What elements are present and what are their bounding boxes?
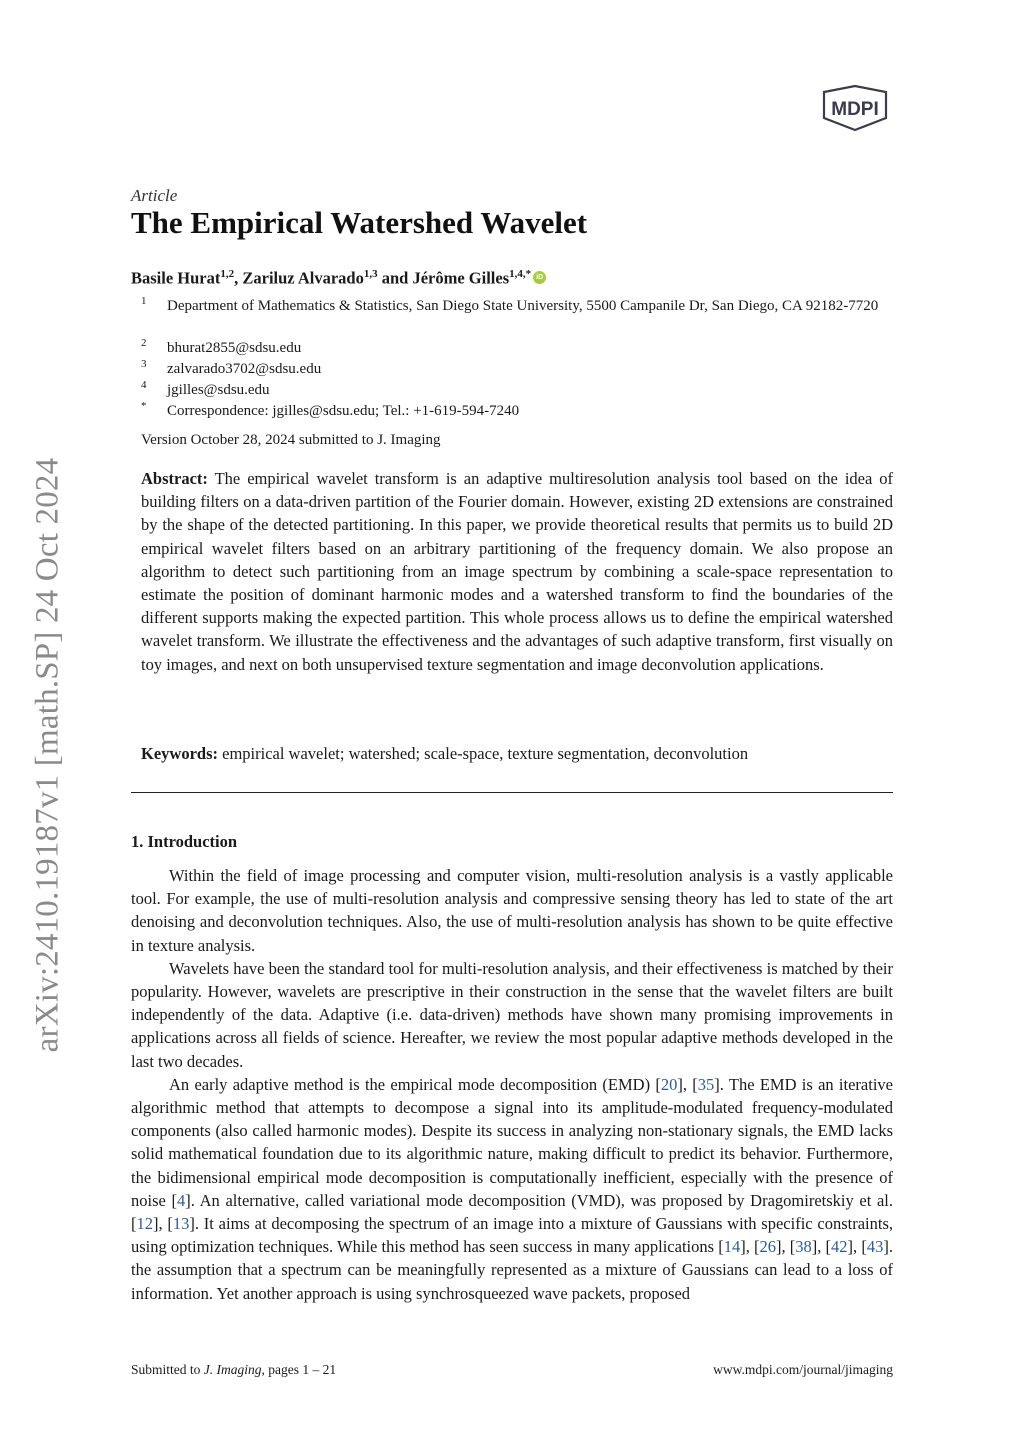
- paper-title: The Empirical Watershed Wavelet: [131, 205, 588, 240]
- paragraph-text: ], [: [153, 1214, 173, 1234]
- body-paragraph: [131, 957, 893, 1073]
- affiliation-text: Department of Mathematics & Statistics, San Diego State University, 5500 Campanile Dr, San Diego, CA 92182-7720: [167, 298, 879, 314]
- citation-link[interactable]: 42: [831, 1237, 848, 1257]
- paragraph-text: ]. the assumption that a spectrum can be meaningfully represented as a mixture of Gaussians can lead to a loss of information. Yet another approach is using synchrosqueezed wave packets, proposed: [131, 1237, 893, 1303]
- paragraph-text: ], [: [740, 1237, 760, 1257]
- affiliation-item: [141, 401, 901, 422]
- author-separator: and: [377, 268, 413, 288]
- footer-pages: , pages 1 – 21: [261, 1362, 337, 1377]
- citation-link[interactable]: 20: [660, 1074, 678, 1094]
- affiliation-mark: 4: [141, 379, 147, 391]
- keywords-label: Keywords:: [141, 744, 218, 763]
- affiliation-text: zalvarado3702@sdsu.edu: [167, 361, 322, 377]
- arxiv-stamp-text: arXiv:2410.19187v1 [math.SP] 24 Oct 2024: [29, 457, 66, 1053]
- paragraph-text: ], [: [775, 1237, 796, 1257]
- orcid-icon[interactable]: iD: [533, 271, 546, 284]
- affiliation-mark: 2: [141, 337, 147, 349]
- affiliation-mark: 3: [141, 358, 147, 370]
- author-name: Jérôme Gilles: [412, 268, 510, 288]
- affiliation-text: jgilles@sdsu.edu: [167, 382, 270, 398]
- affiliation-text: bhurat2855@sdsu.edu: [167, 340, 302, 356]
- keywords: [141, 744, 893, 764]
- paragraph-text: ]. The EMD is an iterative algorithmic method that attempts to decompose a signal into its amplitude-modulated frequency-modulated components (also called harmonic modes). Despite its success in analyzing non-stationary signals, the EMD lacks solid mathematical foundation due to its algorithmic nature, making difficult to predict its behavior. Furthermore, the bidimensional empirical mode decomposition is computationally inefficient, especially with the presence of noise [: [131, 1074, 893, 1210]
- affiliation-item: [141, 359, 901, 380]
- mdpi-logo: [816, 84, 894, 134]
- paragraph-text: Wavelets have been the standard tool for multi-resolution analysis, and their effectiveness is matched by their popularity. However, wavelets are prescriptive in their construction in the sense that the wavelet filters are built independently of the data. Adaptive (i.e. data-driven) methods have shown many promising improvements in applications across all fields of science. Hereafter, we review the most popular adaptive methods developed in the last two decades.: [131, 958, 893, 1071]
- keywords-text: empirical wavelet; watershed; scale-space, texture segmentation, deconvolution: [222, 744, 749, 763]
- author-affiliation-mark: 1,4,*: [509, 268, 532, 280]
- footer-journal: J. Imaging: [203, 1362, 262, 1377]
- author-separator: ,: [234, 268, 243, 288]
- citation-link[interactable]: 14: [723, 1237, 741, 1257]
- abstract-text: The empirical wavelet transform is an adaptive multiresolution analysis tool based on the idea of building filters on a data-driven partition of the Fourier domain. However, existing 2D extensions are constrained by the shape of the detected partitioning. In this paper, we provide theoretical results that permits us to build 2D empirical wavelet filters based on an arbitrary partitioning of the frequency domain. We also propose an algorithm to detect such partitioning from an image spectrum by combining a scale-space representation to estimate the position of dominant harmonic modes and a watershed transform to find the boundaries of the different supports making the expected partition. This whole process allows us to define the empirical watershed wavelet transform. We illustrate the effectiveness and the advantages of such adaptive transform, first visually on toy images, and next on both unsupervised texture segmentation and image deconvolution applications.: [141, 469, 894, 674]
- citation-link[interactable]: 35: [697, 1074, 715, 1094]
- version-line: Version October 28, 2024 submitted to J. Imaging: [141, 432, 441, 448]
- affiliation-mark: *: [141, 400, 147, 412]
- citation-link[interactable]: 43: [866, 1237, 884, 1257]
- paragraph-text: ], [: [811, 1237, 832, 1257]
- paragraph-text: An early adaptive method is the empirical mode decomposition (EMD) [: [169, 1074, 661, 1094]
- arxiv-stamp: [28, 440, 68, 1070]
- citation-link[interactable]: 38: [795, 1237, 812, 1257]
- footer-journal-url[interactable]: www.mdpi.com/journal/jimaging: [713, 1362, 893, 1377]
- section-heading-introduction: 1. Introduction: [131, 832, 238, 851]
- section-divider: [131, 792, 893, 793]
- citation-link[interactable]: 26: [759, 1237, 776, 1257]
- affiliation-text: Correspondence: jgilles@sdsu.edu; Tel.: +1-619-594-7240: [167, 403, 520, 419]
- paragraph-text: ], [: [677, 1074, 698, 1094]
- mdpi-logo-text: MDPI: [831, 99, 879, 120]
- paragraph-text: ]. It aims at decomposing the spectrum of an image into a mixture of Gaussians with specific constraints, using optimization techniques. While this method has seen success in many applications [: [131, 1214, 893, 1257]
- introduction-body: [131, 864, 893, 1305]
- author-affiliation-mark: 1,3: [363, 268, 378, 280]
- body-paragraph: [131, 1073, 893, 1305]
- affiliation-item: [141, 338, 901, 359]
- citation-link[interactable]: 13: [172, 1214, 190, 1234]
- citation-link[interactable]: 4: [177, 1190, 186, 1210]
- citation-link[interactable]: 12: [136, 1214, 153, 1234]
- author-name: Zariluz Alvarado: [242, 268, 364, 288]
- author-name: Basile Hurat: [131, 268, 221, 288]
- affiliation-item: [141, 296, 901, 317]
- abstract-label: Abstract:: [141, 469, 208, 488]
- paragraph-text: Within the field of image processing and computer vision, multi-resolution analysis is a vastly applicable tool. For example, the use of multi-resolution analysis and compressive sensing theory has led to state of the art denoising and deconvolution techniques. Also, the use of multi-resolution analysis has shown to be quite effective in texture analysis.: [131, 866, 893, 955]
- footer-submitted: [131, 1362, 336, 1378]
- article-type-label: Article: [131, 186, 178, 205]
- paragraph-text: ]. An alternative, called variational mode decomposition (VMD), was proposed by Dragomiretskiy et al. [: [131, 1190, 894, 1234]
- affiliation-mark: 1: [141, 295, 147, 307]
- paragraph-text: ], [: [847, 1237, 867, 1257]
- author-affiliation-mark: 1,2: [220, 268, 235, 280]
- affiliation-item: [141, 380, 901, 401]
- author-list: [131, 268, 546, 289]
- body-paragraph: [131, 864, 893, 957]
- abstract: [141, 467, 893, 676]
- footer-submitted-prefix: Submitted to: [131, 1362, 204, 1377]
